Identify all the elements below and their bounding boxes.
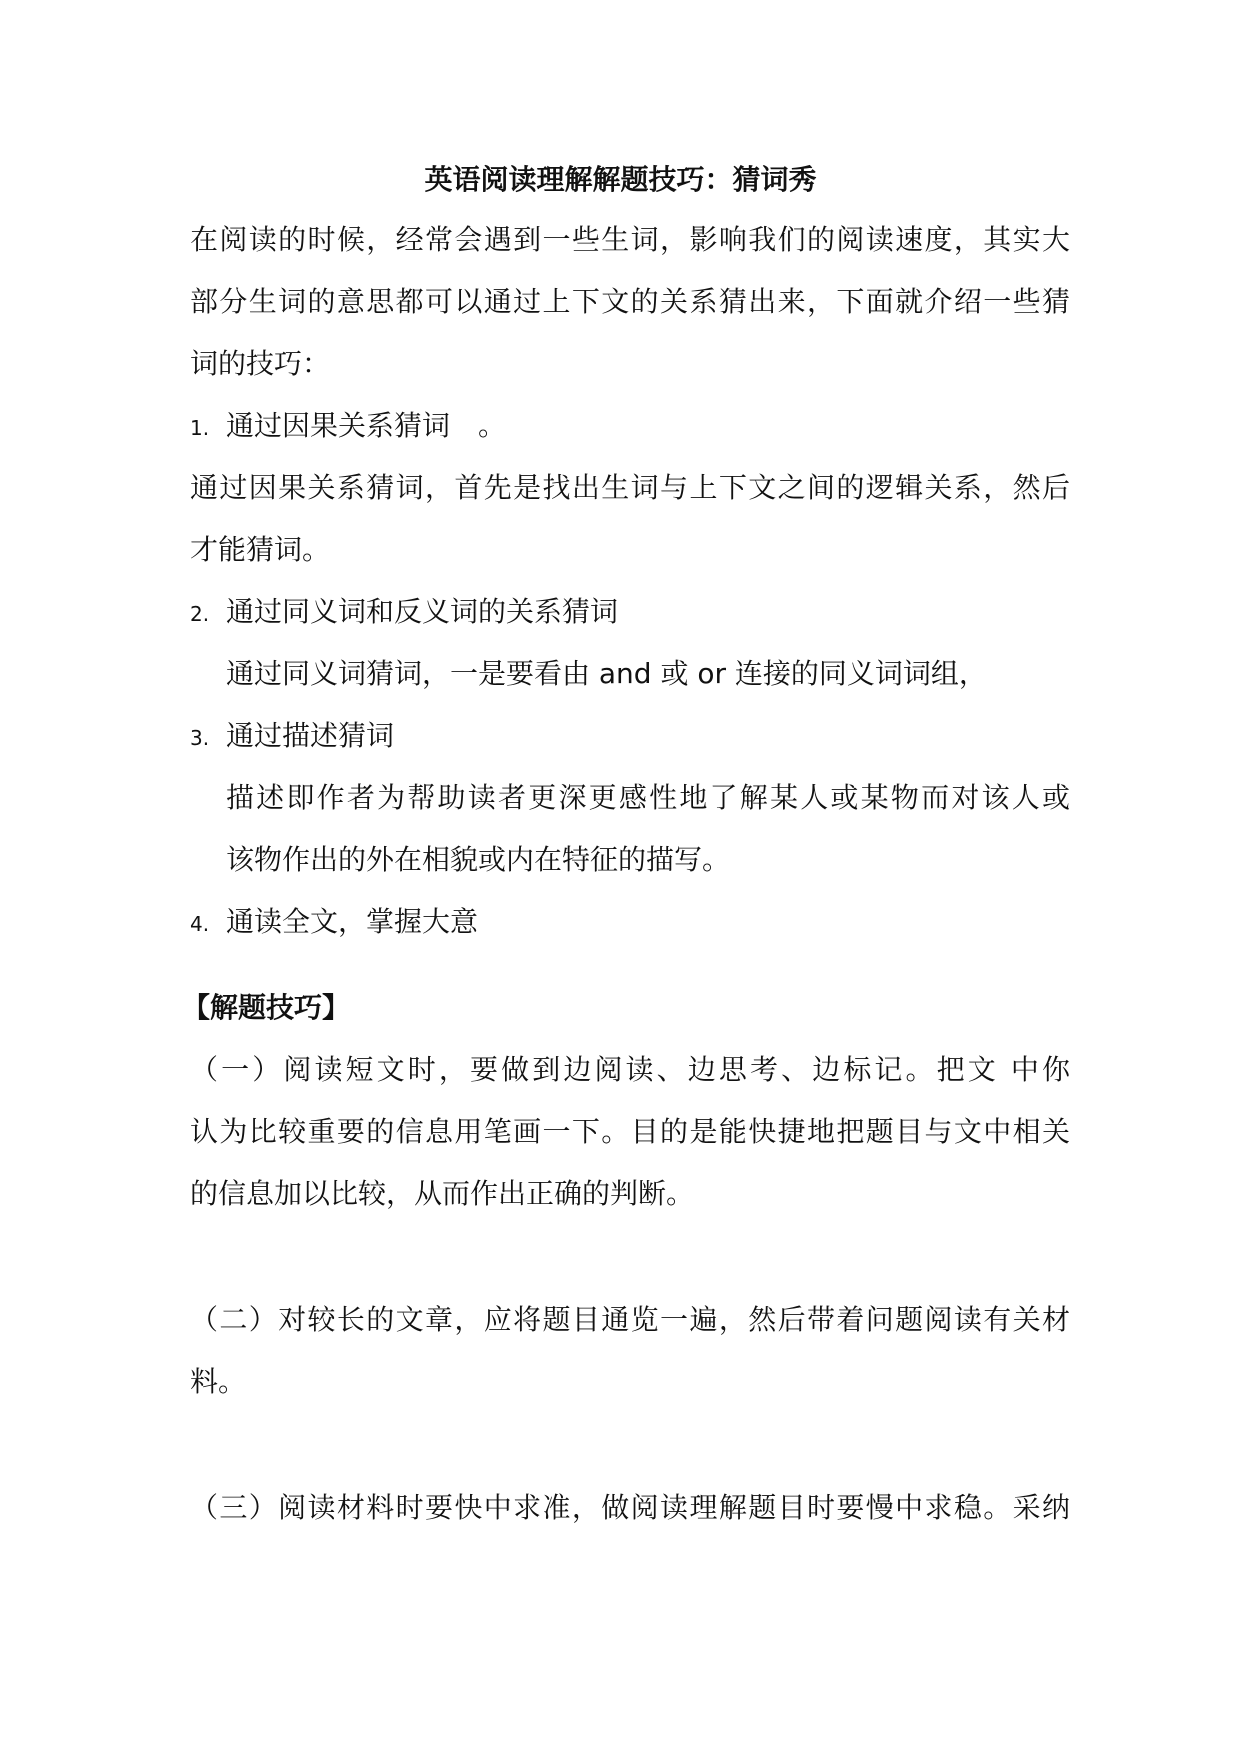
intro-line-2: 部分生词的意思都可以通过上下文的关系猜出来，下面就介绍一些猜 xyxy=(190,285,1070,318)
tip-2-line-1: （二）对较长的文章，应将题目通览一遍，然后带着问题阅读有关材 xyxy=(190,1303,1070,1336)
list-item-2-body-1: 通过同义词猜词，一是要看由 and 或 or 连接的同义词词组， xyxy=(226,657,987,690)
section-heading: 【解题技巧】 xyxy=(182,991,351,1024)
list-heading-text: 通读全文，掌握大意 xyxy=(226,905,479,938)
list-item-3-heading xyxy=(190,716,1070,758)
list-heading-text: 通过描述猜词 xyxy=(226,719,395,752)
list-number: 4. xyxy=(190,912,210,936)
intro-line-1: 在阅读的时候，经常会遇到一些生词，影响我们的阅读速度，其实大 xyxy=(190,223,1070,256)
list-item-3-body-2: 该物作出的外在相貌或内在特征的描写。 xyxy=(226,843,731,876)
list-number: 2. xyxy=(190,602,210,626)
list-item-2-heading xyxy=(190,592,1070,634)
list-item-1-body-1: 通过因果关系猜词，首先是找出生词与上下文之间的逻辑关系，然后 xyxy=(190,471,1070,504)
list-item-4-heading xyxy=(190,902,1070,944)
list-heading-text: 通过同义词和反义词的关系猜词 xyxy=(226,595,619,628)
list-heading-text: 通过因果关系猜词 。 xyxy=(226,409,507,442)
tip-3-line-1: （三）阅读材料时要快中求准，做阅读理解题目时要慢中求稳。采纳 xyxy=(190,1491,1070,1524)
tip-2-line-2: 料。 xyxy=(190,1365,247,1398)
intro-line-3: 词的技巧： xyxy=(190,347,331,380)
list-item-1-heading xyxy=(190,406,1070,448)
list-item-1-body-2: 才能猜词。 xyxy=(190,533,331,566)
list-number: 3. xyxy=(190,726,210,750)
document-title: 英语阅读理解解题技巧：猜词秀 xyxy=(424,163,817,196)
tip-1-line-3: 的信息加以比较，从而作出正确的判断。 xyxy=(190,1177,695,1210)
list-number: 1. xyxy=(190,416,210,440)
tip-1-line-1: （一）阅读短文时，要做到边阅读、边思考、边标记。把文 中你 xyxy=(190,1053,1070,1086)
tip-1-line-2: 认为比较重要的信息用笔画一下。目的是能快捷地把题目与文中相关 xyxy=(190,1115,1070,1148)
list-item-3-body-1: 描述即作者为帮助读者更深更感性地了解某人或某物而对该人或 xyxy=(226,781,1070,814)
